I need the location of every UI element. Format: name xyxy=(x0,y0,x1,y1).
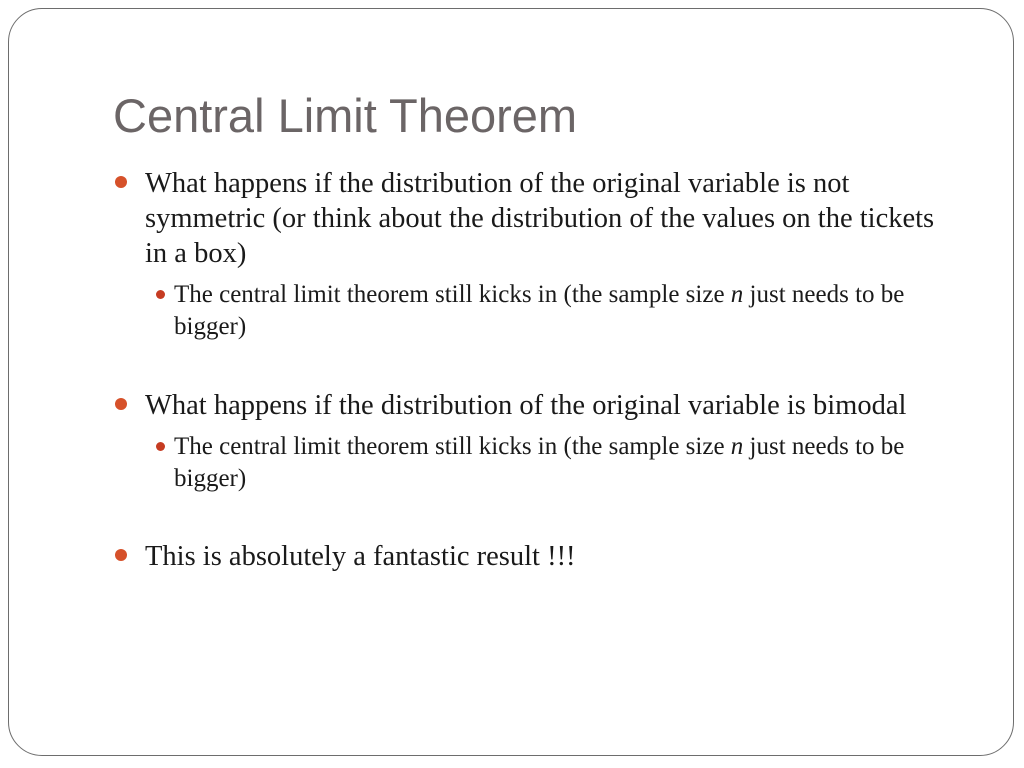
bullet-text: This is absolutely a fantastic result !!! xyxy=(145,541,576,572)
slide-title: Central Limit Theorem xyxy=(113,89,578,142)
sub-bullet-dot-icon xyxy=(156,290,165,299)
bullet-text: What happens if the distribution of the original variable is not symmetric (or think about the distribution of the values on the tickets in a box) xyxy=(145,168,935,269)
sub-bullet-text-before: The central limit theorem still kicks in (the sample size xyxy=(174,433,731,460)
bullet-item xyxy=(113,388,953,423)
sub-bullet-item xyxy=(113,431,953,495)
bullet-item xyxy=(113,539,953,574)
sub-bullet-italic: n xyxy=(730,433,744,460)
bullet-item xyxy=(113,166,953,271)
bullet-dot-icon xyxy=(115,398,127,410)
sub-bullet-dot-icon xyxy=(156,442,165,451)
bullet-text: What happens if the distribution of the original variable is bimodal xyxy=(145,390,907,421)
sub-bullet-text-after: just needs to be bigger) xyxy=(174,433,905,492)
bullet-dot-icon xyxy=(115,176,127,188)
sub-bullet-italic: n xyxy=(730,281,744,308)
sub-bullet-item xyxy=(113,279,953,343)
sub-bullet-text-after: just needs to be bigger) xyxy=(174,281,905,340)
slide-content xyxy=(113,166,953,574)
bullet-dot-icon xyxy=(115,549,127,561)
sub-bullet-text-before: The central limit theorem still kicks in (the sample size xyxy=(174,281,731,308)
